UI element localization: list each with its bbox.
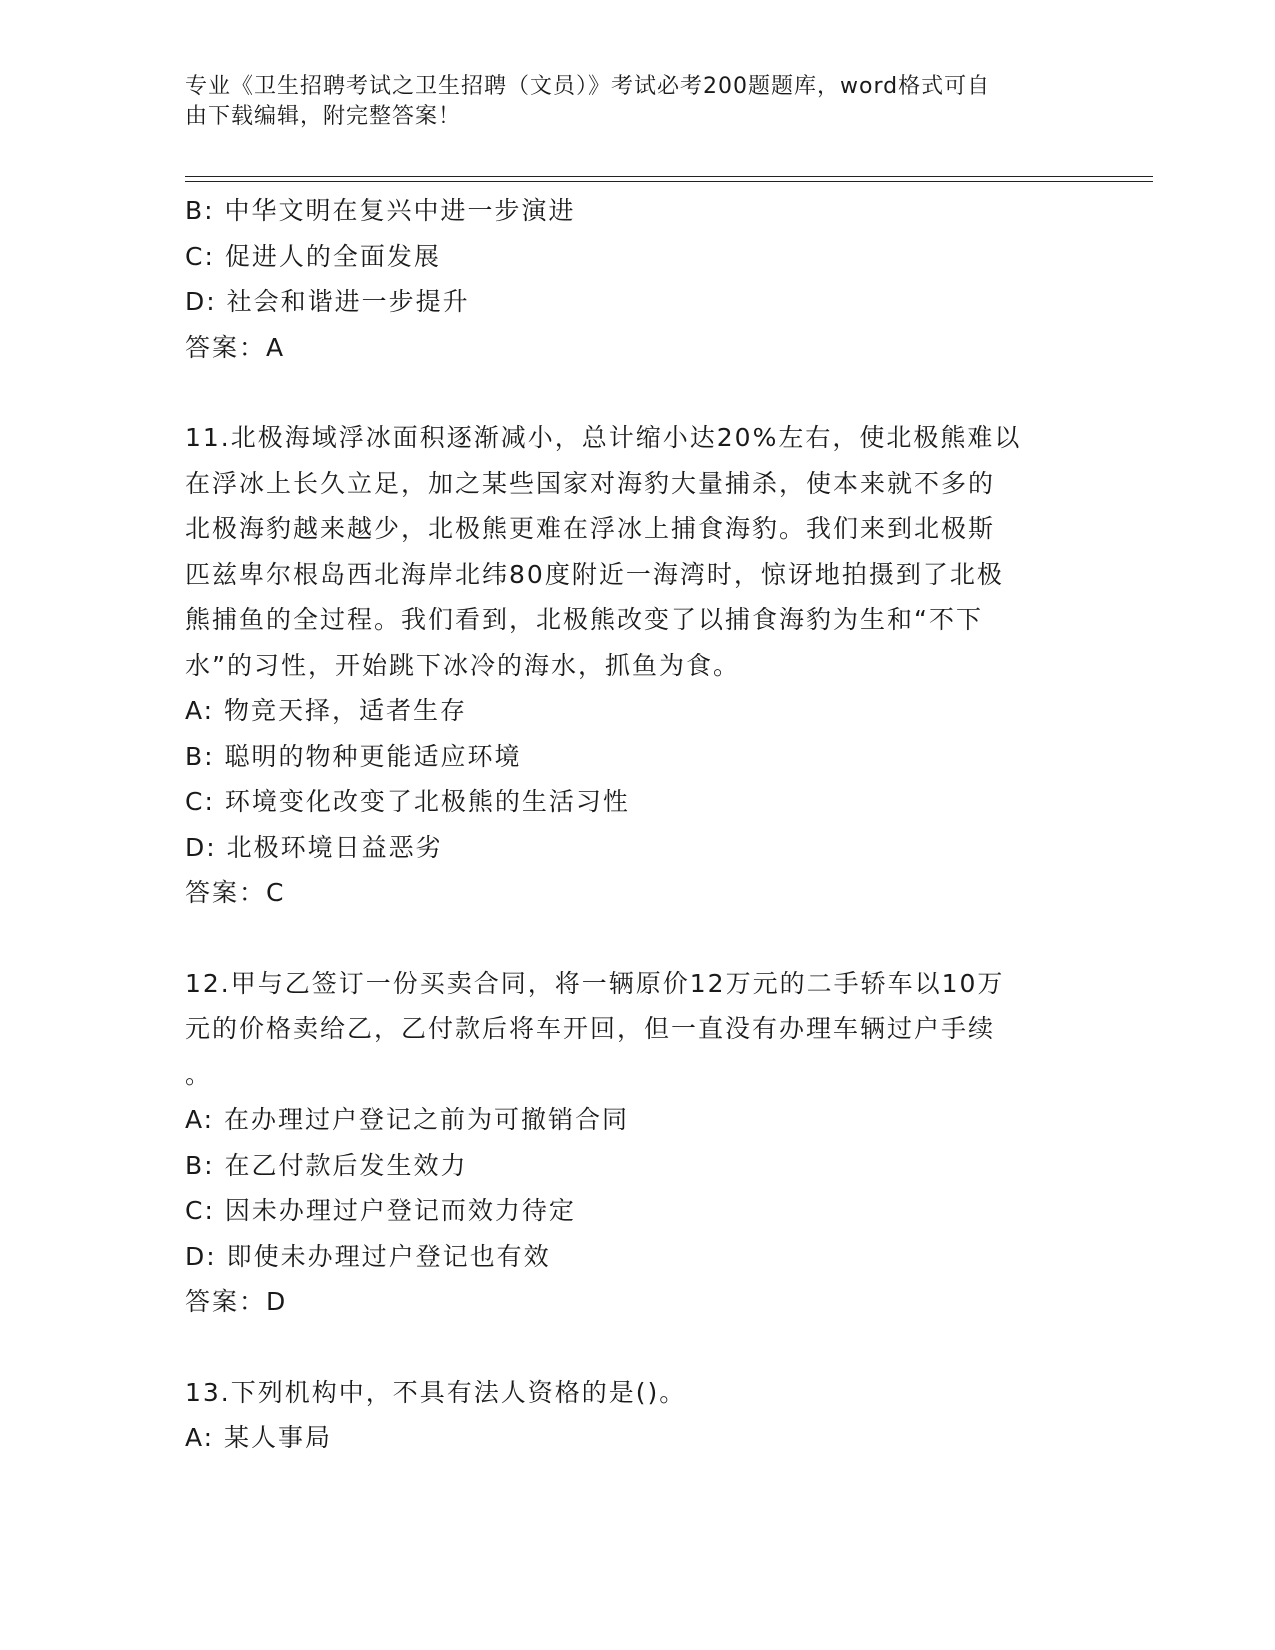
header-line-1: 专业《卫生招聘考试之卫生招聘（文员）》考试必考200题题库，word格式可自	[185, 74, 991, 99]
option-c: C: 环境变化改变了北极熊的生活习性	[185, 787, 630, 816]
answer-line	[185, 870, 1085, 916]
option-a: A: 物竞天择，适者生存	[185, 696, 468, 725]
stem-line: 13.下列机构中，不具有法人资格的是()。	[185, 1377, 687, 1407]
option-d: D: 社会和谐进一步提升	[185, 287, 470, 316]
question-stem	[185, 415, 1065, 688]
question-11	[185, 415, 1085, 916]
header-rule-bottom	[185, 181, 1153, 182]
question-list	[185, 188, 1085, 1461]
answer-line	[185, 325, 1085, 371]
answer-value: A	[266, 332, 284, 362]
question-stem	[185, 961, 1065, 1098]
stem-line: 11.北极海域浮冰面积逐渐减小，总计缩小达20%左右，使北极熊难以	[185, 423, 1022, 452]
stem-line: 水”的习性，开始跳下冰冷的海水，抓鱼为食。	[185, 650, 740, 680]
answer-value: C	[266, 878, 284, 907]
option-a: A: 在办理过户登记之前为可撤销合同	[185, 1105, 630, 1134]
answer-label: 答案：	[185, 332, 267, 362]
stem-line: 北极海豹越来越少，北极熊更难在浮冰上捕食海豹。我们来到北极斯	[185, 514, 996, 543]
stem-line: 12.甲与乙签订一份买卖合同，将一辆原价12万元的二手轿车以10万	[185, 968, 1005, 998]
stem-line: 匹兹卑尔根岛西北海岸北纬80度附近一海湾时，惊讶地拍摄到了北极	[185, 559, 1004, 589]
stem-line: 在浮冰上长久立足，加之某些国家对海豹大量捕杀，使本来就不多的	[185, 468, 996, 498]
answer-value: D	[266, 1287, 286, 1316]
option-c: C: 促进人的全面发展	[185, 241, 441, 271]
option-a: A: 某人事局	[185, 1423, 333, 1452]
option-b: B: 在乙付款后发生效力	[185, 1150, 468, 1180]
option-b: B: 聪明的物种更能适应环境	[185, 741, 522, 771]
option-d: D: 北极环境日益恶劣	[185, 832, 443, 862]
option-c: C: 因未办理过户登记而效力待定	[185, 1196, 576, 1225]
page-header	[185, 72, 1065, 132]
question-12	[185, 961, 1085, 1325]
question-13	[185, 1370, 1085, 1461]
header-rule-top	[185, 176, 1153, 177]
header-line-2: 由下载编辑，附完整答案！	[185, 104, 462, 129]
question-stem	[185, 1370, 1065, 1416]
stem-line: 熊捕鱼的全过程。我们看到，北极熊改变了以捕食海豹为生和“不下	[185, 605, 983, 634]
answer-label: 答案：	[185, 1287, 267, 1316]
question-fragment	[185, 188, 1085, 370]
stem-line: 元的价格卖给乙，乙付款后将车开回，但一直没有办理车辆过户手续	[185, 1014, 996, 1043]
option-b: B: 中华文明在复兴中进一步演进	[185, 196, 576, 225]
answer-line	[185, 1279, 1085, 1325]
stem-line: 。	[185, 1059, 213, 1089]
option-d: D: 即使未办理过户登记也有效	[185, 1241, 551, 1271]
answer-label: 答案：	[185, 878, 267, 907]
